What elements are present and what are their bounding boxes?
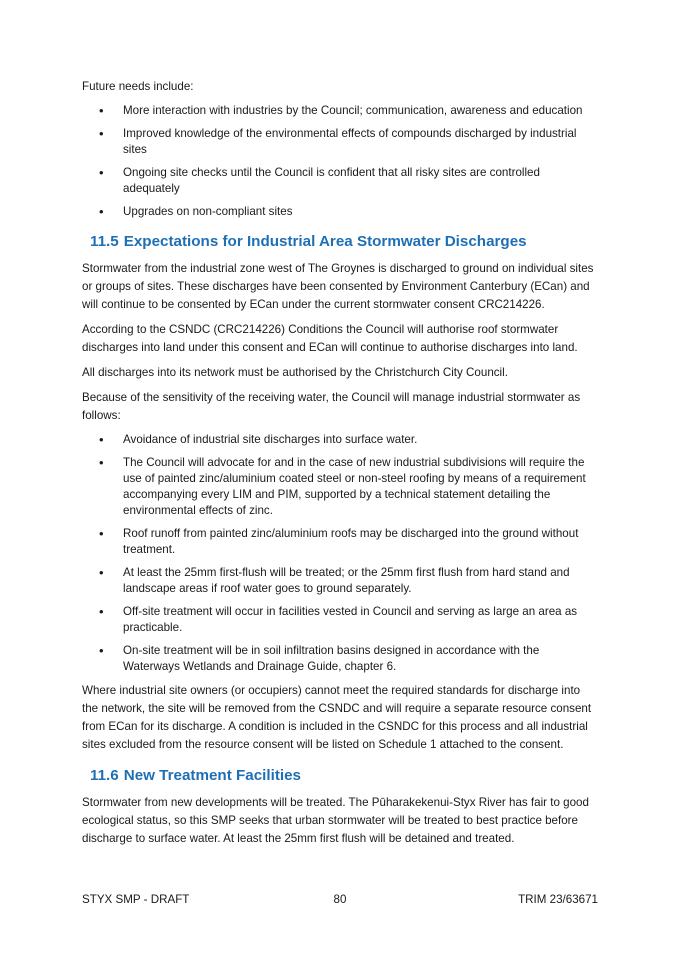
list-item: • Ongoing site checks until the Council is confident that all risky sites are controlled adequately bbox=[82, 165, 598, 197]
list-item: • Roof runoff from painted zinc/aluminium roofs may be discharged into the ground without treatment. bbox=[82, 526, 598, 558]
page-number: 80 bbox=[333, 893, 347, 906]
section-heading-11-5 bbox=[90, 232, 598, 252]
list-item: • More interaction with industries by the Council; communication, awareness and education bbox=[82, 103, 598, 119]
paragraph: Stormwater from the industrial zone west of The Groynes is discharged to ground on individual sites or groups of sites. These discharges have been consented by Environment Canterbury (ECan) and will continue to be consented by ECan under the current stormwater consent CRC214226. bbox=[82, 262, 594, 311]
section-number: 11.6 bbox=[90, 767, 119, 784]
list-item: • At least the 25mm first-flush will be treated; or the 25mm first flush from hard stand and landscape areas if roof water goes to ground separately. bbox=[82, 565, 598, 597]
list-item: • The Council will advocate for and in the case of new industrial subdivisions will require the use of painted zinc/aluminium coated steel or non-steel roofing by means of a requirement accompanying every LIM and PIM, supported by a technical statement detailing the environmental effects of zinc. bbox=[82, 455, 598, 519]
footer-document-label: STYX SMP - DRAFT bbox=[82, 893, 190, 906]
footer-trim-reference: TRIM 23/63671 bbox=[518, 893, 598, 906]
paragraph: Stormwater from new developments will be treated. The Pūharakekenui-Styx River has fair to good ecological status, so this SMP seeks that urban stormwater will be treated to best practice before discharge to surface water. At least the 25mm first flush will be detained and treated. bbox=[82, 796, 589, 845]
paragraph: All discharges into its network must be authorised by the Christchurch City Council. bbox=[82, 366, 508, 379]
section-number: 11.5 bbox=[90, 233, 119, 250]
paragraph: According to the CSNDC (CRC214226) Conditions the Council will authorise roof stormwater discharges into land under this consent and ECan will continue to authorise discharges into land. bbox=[82, 323, 578, 354]
list-item: • Upgrades on non-compliant sites bbox=[82, 204, 598, 220]
list-item: • On-site treatment will be in soil infiltration basins designed in accordance with the Waterways Wetlands and Drainage Guide, chapter 6. bbox=[82, 643, 598, 675]
section-title: Expectations for Industrial Area Stormwater Discharges bbox=[123, 233, 527, 250]
document-body bbox=[82, 78, 598, 855]
section-title: New Treatment Facilities bbox=[123, 767, 301, 784]
management-list bbox=[82, 432, 598, 675]
list-item: • Off-site treatment will occur in facilities vested in Council and serving as large an area as practicable. bbox=[82, 604, 598, 636]
list-item: • Avoidance of industrial site discharges into surface water. bbox=[82, 432, 598, 448]
section-heading-11-6 bbox=[90, 766, 598, 786]
paragraph: Where industrial site owners (or occupiers) cannot meet the required standards for discharge into the network, the site will be removed from the CSNDC and will require a separate resource consent from ECan for its discharge. A condition is included in the CSNDC for this process and all industrial sites excluded from the resource consent will be listed on Schedule 1 attached to the consent. bbox=[82, 684, 592, 751]
paragraph: Because of the sensitivity of the receiving water, the Council will manage industrial stormwater as follows: bbox=[82, 391, 581, 422]
list-item: • Improved knowledge of the environmental effects of compounds discharged by industrial sites bbox=[82, 126, 598, 158]
future-needs-intro: Future needs include: bbox=[82, 80, 194, 93]
future-needs-list bbox=[82, 103, 598, 220]
